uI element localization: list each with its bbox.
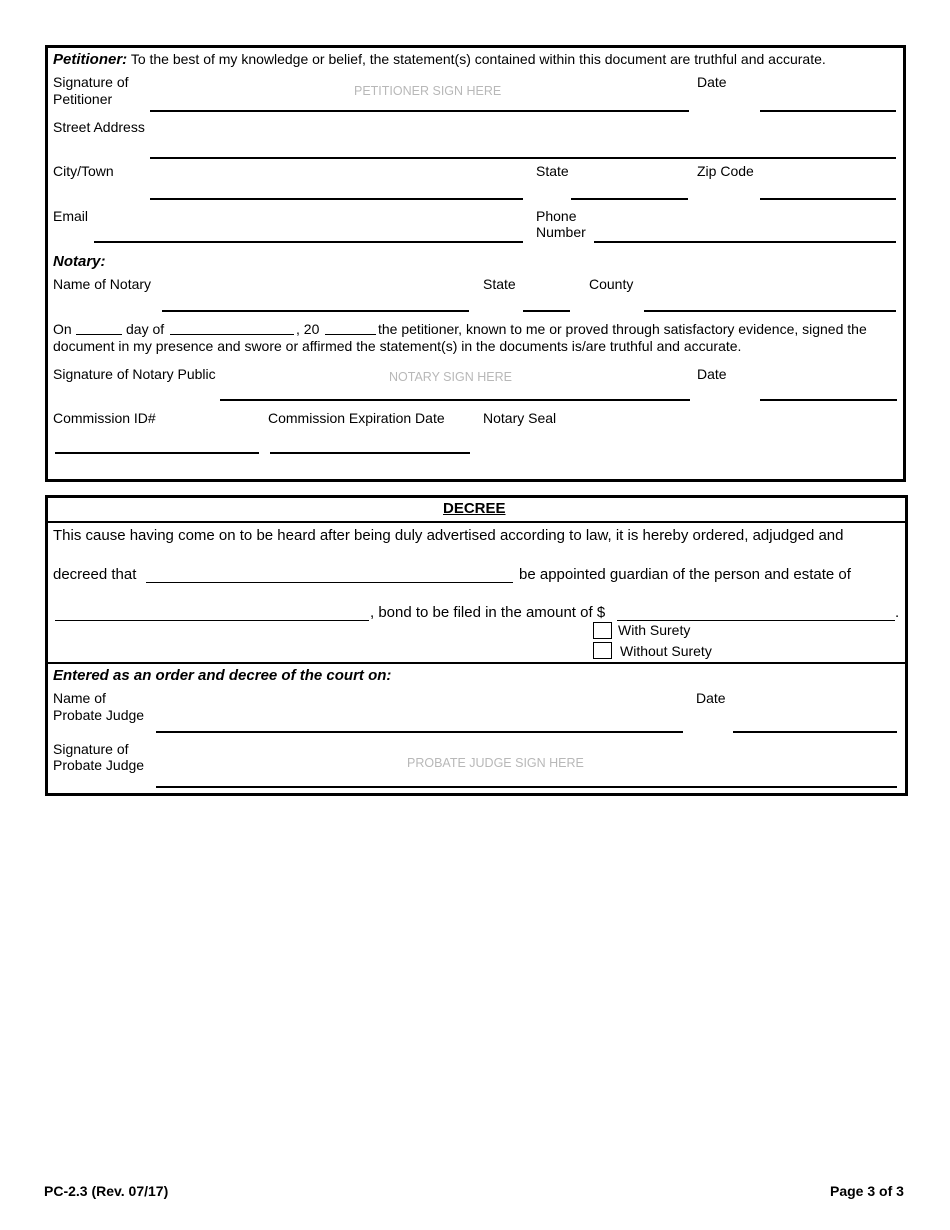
notary-name-label: Name of Notary — [53, 276, 152, 292]
notary-signature-label: Signature of Notary Public — [53, 366, 216, 382]
decree-text-2a: decreed that — [53, 566, 137, 583]
judge-signature-label-1: Signature of — [53, 741, 129, 757]
petitioner-signature-placeholder: PETITIONER SIGN HERE — [354, 84, 502, 98]
phone-label-2: Number — [536, 224, 586, 240]
notary-month-field[interactable] — [170, 334, 294, 335]
on-label: On — [53, 321, 72, 337]
decree-text-3-end: . — [895, 604, 900, 621]
form-id: PC-2.3 (Rev. 07/17) — [44, 1183, 169, 1199]
street-address-field[interactable] — [150, 157, 896, 159]
judge-signature-field[interactable] — [156, 786, 897, 788]
commission-expiration-field[interactable] — [270, 452, 470, 454]
street-address-label: Street Address — [53, 119, 145, 135]
judge-name-field[interactable] — [156, 731, 683, 733]
notary-state-field[interactable] — [523, 310, 570, 312]
page-number: Page 3 of 3 — [830, 1183, 904, 1199]
decree-date-label: Date — [696, 690, 726, 706]
petitioner-signature-label-2: Petitioner — [53, 91, 113, 107]
city-field[interactable] — [150, 198, 523, 200]
judge-signature-label-2: Probate Judge — [53, 757, 145, 773]
notary-county-label: County — [589, 276, 634, 292]
with-surety-checkbox[interactable] — [593, 622, 612, 639]
decree-title: DECREE — [443, 500, 506, 517]
judge-name-label-2: Probate Judge — [53, 707, 145, 723]
notary-county-field[interactable] — [644, 310, 896, 312]
notary-signature-placeholder: NOTARY SIGN HERE — [389, 370, 512, 384]
notary-oath-line-2: document in my presence and swore or affirmed the statement(s) in the documents is/are truthful and accurate. — [53, 338, 742, 354]
without-surety-label: Without Surety — [620, 643, 712, 659]
year-prefix-label: , 20 — [296, 321, 320, 337]
bond-amount-field[interactable] — [617, 620, 895, 621]
state-label: State — [536, 163, 569, 179]
commission-expiration-label: Commission Expiration Date — [268, 410, 445, 426]
judge-name-label-1: Name of — [53, 690, 106, 706]
notary-year-field[interactable] — [325, 334, 376, 335]
petitioner-date-field[interactable] — [760, 110, 896, 112]
petitioner-signature-field[interactable] — [150, 110, 689, 112]
notary-day-field[interactable] — [76, 334, 122, 335]
decree-date-field[interactable] — [733, 731, 897, 733]
phone-field[interactable] — [594, 241, 896, 243]
notary-state-label: State — [483, 276, 516, 292]
city-label: City/Town — [53, 163, 114, 179]
decree-text-1: This cause having come on to be heard after being duly advertised according to law, it is hereby ordered, adjudged and — [53, 527, 844, 544]
commission-id-label: Commission ID# — [53, 410, 156, 426]
zip-field[interactable] — [760, 198, 896, 200]
email-field[interactable] — [94, 241, 523, 243]
ward-name-field[interactable] — [55, 620, 369, 621]
decree-order-divider — [45, 662, 906, 664]
entered-heading: Entered as an order and decree of the court on: — [53, 667, 392, 684]
zip-label: Zip Code — [697, 163, 754, 179]
notary-date-field[interactable] — [760, 399, 897, 401]
phone-label-1: Phone — [536, 208, 577, 224]
decree-text-2b: be appointed guardian of the person and estate of — [519, 566, 851, 583]
with-surety-label: With Surety — [618, 622, 691, 638]
petitioner-statement — [53, 51, 826, 68]
notary-seal-label: Notary Seal — [483, 410, 557, 426]
petitioner-date-label: Date — [697, 74, 727, 90]
petitioner-heading: Petitioner: — [53, 51, 128, 68]
petitioner-signature-label-1: Signature of — [53, 74, 129, 90]
notary-heading: Notary: — [53, 253, 106, 270]
decree-text-3: , bond to be filed in the amount of $ — [370, 604, 606, 621]
without-surety-checkbox[interactable] — [593, 642, 612, 659]
judge-signature-placeholder: PROBATE JUDGE SIGN HERE — [407, 756, 584, 770]
guardian-name-field[interactable] — [146, 582, 513, 583]
decree-title-divider — [45, 521, 906, 523]
notary-signature-field[interactable] — [220, 399, 690, 401]
state-field[interactable] — [571, 198, 688, 200]
commission-id-field[interactable] — [55, 452, 259, 454]
petitioner-statement-text: To the best of my knowledge or belief, the statement(s) contained within this document are truthful and accurate. — [127, 51, 826, 67]
notary-oath-line-1: the petitioner, known to me or proved through satisfactory evidence, signed the — [378, 321, 867, 337]
notary-name-field[interactable] — [162, 310, 469, 312]
email-label: Email — [53, 208, 89, 224]
notary-date-label: Date — [697, 366, 727, 382]
day-of-label: day of — [126, 321, 165, 337]
